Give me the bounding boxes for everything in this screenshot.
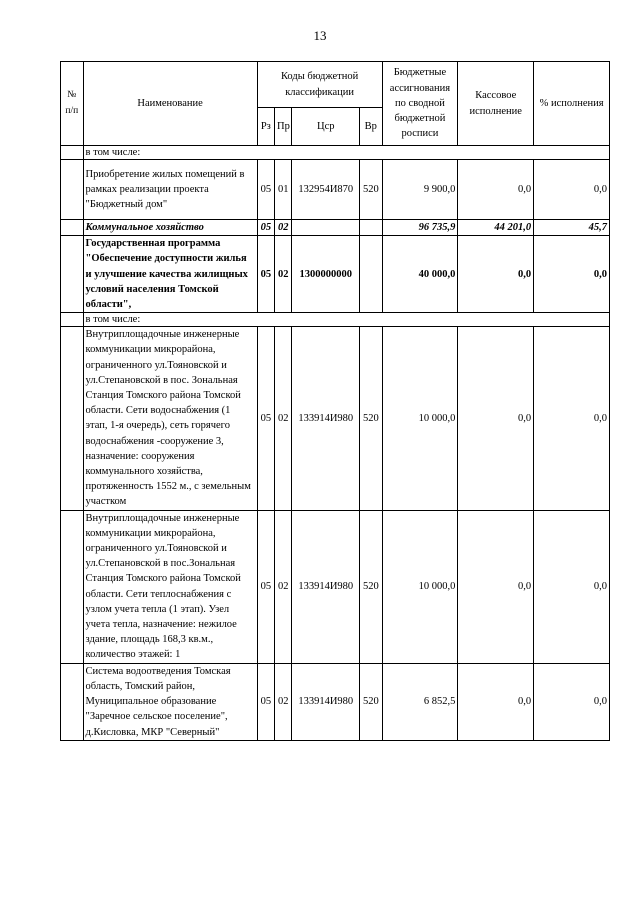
- row-assigned: 9 900,0: [382, 160, 458, 220]
- row-assigned: 10 000,0: [382, 510, 458, 663]
- row-assigned: 10 000,0: [382, 327, 458, 510]
- row-cash: 44 201,0: [458, 220, 534, 236]
- header-assigned: Бюджетные ассигнования по сводной бюджетной росписи: [382, 62, 458, 146]
- row-pr: 02: [275, 663, 292, 740]
- row-rz: 05: [257, 160, 274, 220]
- row-cash: 0,0: [458, 160, 534, 220]
- page-number: 13: [313, 28, 327, 43]
- row-vr: [360, 220, 383, 236]
- table-row: [61, 327, 610, 510]
- row-vr: 520: [360, 327, 383, 510]
- row-assigned: 96 735,9: [382, 220, 458, 236]
- row-assigned: 6 852,5: [382, 663, 458, 740]
- row-assigned: 40 000,0: [382, 236, 458, 313]
- row-percent: 0,0: [534, 160, 610, 220]
- row-csr: 133914И980: [292, 510, 360, 663]
- table-row: [61, 510, 610, 663]
- row-percent: 45,7: [534, 220, 610, 236]
- row-name: Внутриплощадочные инженерные коммуникации микрорайона, ограниченного ул.Тояновской и ул.Степановской в пос.Зональная Станция Томского района Томской области. Сети теплоснабжения с узлом учета тепла (1 этап). Узел учета тепла, назначение: нежилое здание, площадь 168,3 кв.м., количество этажей: 1: [83, 510, 257, 663]
- header-rz: Рз: [257, 108, 274, 146]
- header-codes-group: Коды бюджетной классификации: [257, 62, 382, 108]
- header-cash: Кассовое исполнение: [458, 62, 534, 146]
- row-rz: 05: [257, 327, 274, 510]
- table-row: [61, 313, 610, 327]
- row-percent: 0,0: [534, 663, 610, 740]
- row-pr: 02: [275, 510, 292, 663]
- row-vr: 520: [360, 160, 383, 220]
- row-rz: 05: [257, 663, 274, 740]
- row-csr: 132954И870: [292, 160, 360, 220]
- row-rz: 05: [257, 510, 274, 663]
- row-pr: 02: [275, 236, 292, 313]
- row-csr: 133914И980: [292, 663, 360, 740]
- row-csr: [292, 220, 360, 236]
- table-row: [61, 160, 610, 220]
- row-cash: 0,0: [458, 663, 534, 740]
- row-name: Система водоотведения Томская область, Томский район, Муниципальное образование "Заречное сельское поселение", д.Кисловка, МКР "Северный": [83, 663, 257, 740]
- row-name: Государственная программа "Обеспечение доступности жилья и улучшение качества жилищных условий населения Томской области",: [83, 236, 257, 313]
- table-row: [61, 663, 610, 740]
- row-percent: 0,0: [534, 236, 610, 313]
- header-percent: % исполнения: [534, 62, 610, 146]
- budget-table: [60, 61, 610, 741]
- row-name: в том числе:: [83, 313, 609, 327]
- header-vr: Вр: [360, 108, 383, 146]
- row-name: Внутриплощадочные инженерные коммуникации микрорайона, ограниченного ул.Тояновской и ул.Степановской в пос. Зональная Станция Томского района Томской области. Сети водоснабжения (1 этап, 1-я очередь), сеть горячего водоснабжения -сооружение 3, назначение: сооружения коммунального хозяйства, протяженность 1552 м., с земельным участком: [83, 327, 257, 510]
- table-row: [61, 146, 610, 160]
- row-cash: 0,0: [458, 510, 534, 663]
- table-row: [61, 220, 610, 236]
- header-csr: Цср: [292, 108, 360, 146]
- row-csr: 1300000000: [292, 236, 360, 313]
- row-name: Приобретение жилых помещений в рамках реализации проекта "Бюджетный дом": [83, 160, 257, 220]
- row-pr: 01: [275, 160, 292, 220]
- header-name: Наименование: [83, 62, 257, 146]
- header-num: № п/п: [61, 62, 84, 146]
- table-row: [61, 236, 610, 313]
- row-vr: 520: [360, 510, 383, 663]
- row-percent: 0,0: [534, 510, 610, 663]
- row-vr: 520: [360, 663, 383, 740]
- row-name: в том числе:: [83, 146, 609, 160]
- row-rz: 05: [257, 220, 274, 236]
- row-cash: 0,0: [458, 236, 534, 313]
- row-csr: 133914И980: [292, 327, 360, 510]
- row-percent: 0,0: [534, 327, 610, 510]
- row-name: Коммунальное хозяйство: [83, 220, 257, 236]
- header-pr: Пр: [275, 108, 292, 146]
- row-pr: 02: [275, 220, 292, 236]
- row-pr: 02: [275, 327, 292, 510]
- row-cash: 0,0: [458, 327, 534, 510]
- row-vr: [360, 236, 383, 313]
- row-rz: 05: [257, 236, 274, 313]
